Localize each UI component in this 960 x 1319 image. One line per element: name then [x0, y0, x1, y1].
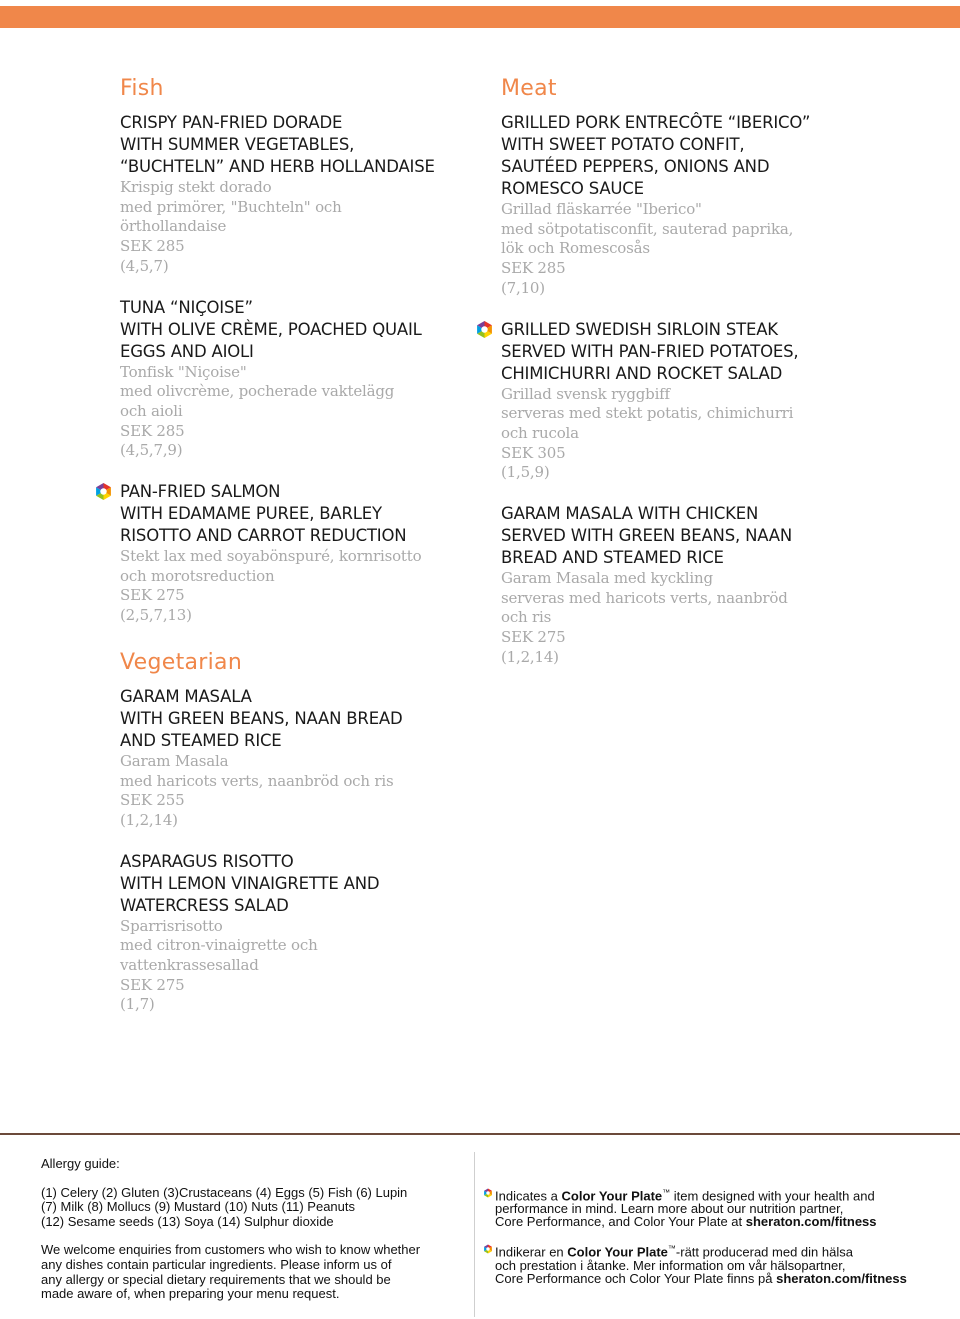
note-sv-line3: Core Performance och Color Your Plate finns på — [495, 1270, 777, 1286]
dish-description-line: Grillad fläskarrée "Iberico" — [501, 200, 702, 218]
dish-name-line: WITH EDAMAME PUREE, BARLEY — [120, 504, 382, 524]
dish-name — [501, 503, 941, 569]
left-column — [120, 76, 470, 1035]
dish-name — [501, 319, 941, 385]
enquiries-line: We welcome enquiries from customers who wish to know whether — [41, 1242, 421, 1258]
dish-description-line: Tonfisk "Niçoise" — [120, 362, 247, 381]
dish-description-line: med olivcrème, pocherade vaktelägg — [120, 382, 395, 401]
dish-description-line: och morotsreduction — [120, 566, 275, 585]
dish-description-line: Garam Masala med kyckling — [501, 569, 713, 588]
dish-allergens: (1,5,9) — [501, 463, 550, 482]
dish-name-line: GRILLED SWEDISH SIRLOIN STEAK — [501, 319, 778, 339]
dish-description-line: Stekt lax med soyabönspuré, kornrisotto — [120, 547, 422, 566]
color-your-plate-icon — [483, 1188, 493, 1198]
dish-name-line: WITH GREEN BEANS, NAAN BREAD — [120, 708, 403, 728]
dish-description-line: Garam Masala — [120, 751, 229, 770]
dish-description-line: och rucola — [501, 423, 579, 442]
dish-name-line: WITH LEMON VINAIGRETTE AND — [120, 873, 380, 893]
dish-allergens: (1,7) — [120, 995, 155, 1014]
dish-name-line: GARAM MASALA WITH CHICKEN — [501, 504, 759, 524]
dish-description-line: och ris — [501, 608, 552, 627]
dish-name — [501, 112, 941, 200]
menu-item — [120, 112, 470, 277]
dish-description-line: och aioli — [120, 401, 183, 420]
menu-item — [501, 112, 941, 299]
dish-name-line: AND STEAMED RICE — [120, 730, 282, 750]
section-title-meat: Meat — [501, 76, 557, 101]
fitness-link[interactable]: sheraton.com/fitness — [776, 1270, 907, 1286]
dish-description-swedish — [120, 547, 470, 626]
dish-allergens: (4,5,7,9) — [120, 441, 183, 460]
dish-name-line: SERVED WITH PAN-FRIED POTATOES, — [501, 341, 799, 361]
note-sv-post: -rätt producerad med din hälsa — [675, 1244, 853, 1260]
section-title-fish: Fish — [120, 76, 164, 101]
dish-name-line: EGGS AND AIOLI — [120, 341, 254, 361]
dish-description-line: lök och Romescosås — [501, 239, 650, 258]
dish-price: SEK 275 — [501, 628, 566, 647]
vegetarian-items — [120, 686, 470, 1015]
dish-name-line: WATERCRESS SALAD — [120, 895, 289, 915]
enquiries-text — [41, 1243, 471, 1301]
dish-price: SEK 285 — [120, 237, 185, 256]
dish-description-swedish — [120, 917, 470, 1016]
dish-allergens: (2,5,7,13) — [120, 606, 192, 625]
dish-name-line: BREAD AND STEAMED RICE — [501, 548, 724, 568]
dish-description-swedish — [120, 178, 470, 277]
menu-item — [120, 851, 470, 1016]
fish-items — [120, 112, 470, 626]
section-title-vegetarian: Vegetarian — [120, 649, 243, 675]
dish-description-line: Krispig stekt dorado — [120, 178, 272, 196]
note-sv-line2: och prestation i åtanke. Mer information om vår hälsopartner, — [495, 1257, 846, 1273]
allergy-heading: Allergy guide: — [41, 1156, 120, 1171]
menu-item — [120, 297, 470, 462]
allergy-list — [41, 1186, 471, 1230]
dish-name-line: RISOTTO AND CARROT REDUCTION — [120, 526, 407, 546]
dish-name-line: CRISPY PAN-FRIED DORADE — [120, 113, 343, 132]
dish-name-line: “BUCHTELN” AND HERB HOLLANDAISE — [120, 157, 435, 176]
menu-item — [120, 686, 470, 831]
note-en-brand: Color Your Plate — [561, 1188, 663, 1204]
dish-allergens: (4,5,7) — [120, 256, 169, 275]
dish-name-line: PAN-FRIED SALMON — [120, 482, 281, 502]
footer-divider — [474, 1152, 475, 1317]
note-english — [483, 1186, 943, 1228]
dish-name-line: ASPARAGUS RISOTTO — [120, 851, 294, 871]
top-accent-bar — [0, 6, 960, 28]
dish-name-line: ROMESCO SAUCE — [501, 179, 644, 198]
dish-description-swedish — [501, 569, 941, 668]
dish-description-line: örthollandaise — [120, 217, 227, 236]
allergy-guide — [41, 1157, 471, 1302]
footer-rule — [0, 1133, 960, 1135]
fitness-link[interactable]: sheraton.com/fitness — [745, 1214, 877, 1230]
dish-description-line: Grillad svensk ryggbiff — [501, 384, 670, 403]
dish-price: SEK 285 — [120, 421, 185, 440]
note-sv-tm: ™ — [667, 1244, 676, 1254]
dish-name-line: GARAM MASALA — [120, 686, 252, 706]
enquiries-line: any dishes contain particular ingredients. Please inform us of — [41, 1256, 392, 1272]
dish-name-line: WITH SWEET POTATO CONFIT, — [501, 135, 745, 154]
dish-description-swedish — [501, 385, 941, 484]
right-column — [501, 76, 941, 688]
meat-items — [501, 112, 941, 668]
dish-allergens: (1,2,14) — [501, 647, 559, 666]
color-your-plate-notes — [483, 1186, 943, 1299]
note-sv-brand: Color Your Plate — [567, 1244, 668, 1260]
note-en-line3: Core Performance, and Color Your Plate at — [495, 1214, 746, 1230]
note-en-post: item designed with your health and — [670, 1188, 875, 1204]
dish-name — [120, 297, 470, 363]
dish-description-swedish — [120, 752, 470, 831]
dish-name — [120, 481, 470, 547]
note-sv-pre: Indikerar en — [495, 1244, 568, 1260]
dish-price: SEK 275 — [120, 586, 185, 605]
dish-name-line: WITH OLIVE CRÈME, POACHED QUAIL — [120, 319, 422, 339]
menu-item — [120, 481, 470, 626]
enquiries-line: made aware of, when preparing your menu request. — [41, 1286, 340, 1302]
dish-description-line: med primörer, "Buchteln" och — [120, 197, 342, 216]
dish-name — [120, 112, 470, 178]
dish-description-swedish — [501, 200, 941, 299]
dish-allergens: (7,10) — [501, 278, 545, 297]
menu-item — [501, 319, 941, 484]
note-en-line2: performance in mind. Learn more about our nutrition partner, — [495, 1201, 844, 1217]
enquiries-line: any allergy or special dietary requirements that we should be — [41, 1271, 391, 1287]
allergy-line: (12) Sesame seeds (13) Soya (14) Sulphur dioxide — [41, 1213, 334, 1229]
dish-description-line: serveras med stekt potatis, chimichurri — [501, 404, 794, 423]
dish-description-line: med citron-vinaigrette och — [120, 936, 318, 955]
allergy-line: (1) Celery (2) Gluten (3)Crustaceans (4) Eggs (5) Fish (6) Lupin — [41, 1184, 408, 1200]
dish-description-swedish — [120, 363, 470, 462]
menu-item — [501, 503, 941, 668]
color-your-plate-icon — [94, 482, 113, 501]
dish-price: SEK 255 — [120, 791, 185, 810]
note-en-tm: ™ — [662, 1188, 671, 1197]
dish-name-line: GRILLED PORK ENTRECÔTE “IBERICO” — [501, 113, 811, 132]
dish-name-line: CHIMICHURRI AND ROCKET SALAD — [501, 363, 783, 383]
dish-name-line: SERVED WITH GREEN BEANS, NAAN — [501, 526, 792, 546]
dish-name-line: WITH SUMMER VEGETABLES, — [120, 135, 355, 154]
note-swedish — [483, 1242, 943, 1284]
color-your-plate-icon — [475, 320, 494, 339]
dish-description-line: Sparrisrisotto — [120, 916, 223, 935]
note-en-pre: Indicates a — [495, 1188, 562, 1204]
color-your-plate-icon — [483, 1244, 493, 1254]
dish-description-line: med sötpotatisconfit, sauterad paprika, — [501, 219, 794, 238]
dish-description-line: med haricots verts, naanbröd och ris — [120, 771, 394, 790]
allergy-line: (7) Milk (8) Mollucs (9) Mustard (10) Nuts (11) Peanuts — [41, 1199, 356, 1215]
dish-price: SEK 285 — [501, 259, 566, 278]
dish-name-line: TUNA “NIÇOISE” — [120, 297, 253, 317]
dish-name-line: SAUTÉED PEPPERS, ONIONS AND — [501, 157, 770, 176]
dish-price: SEK 305 — [501, 443, 566, 462]
dish-allergens: (1,2,14) — [120, 810, 178, 829]
dish-name — [120, 851, 470, 917]
dish-name — [120, 686, 470, 752]
dish-description-line: serveras med haricots verts, naanbröd — [501, 588, 788, 607]
dish-price: SEK 275 — [120, 975, 185, 994]
dish-description-line: vattenkrassesallad — [120, 956, 259, 975]
